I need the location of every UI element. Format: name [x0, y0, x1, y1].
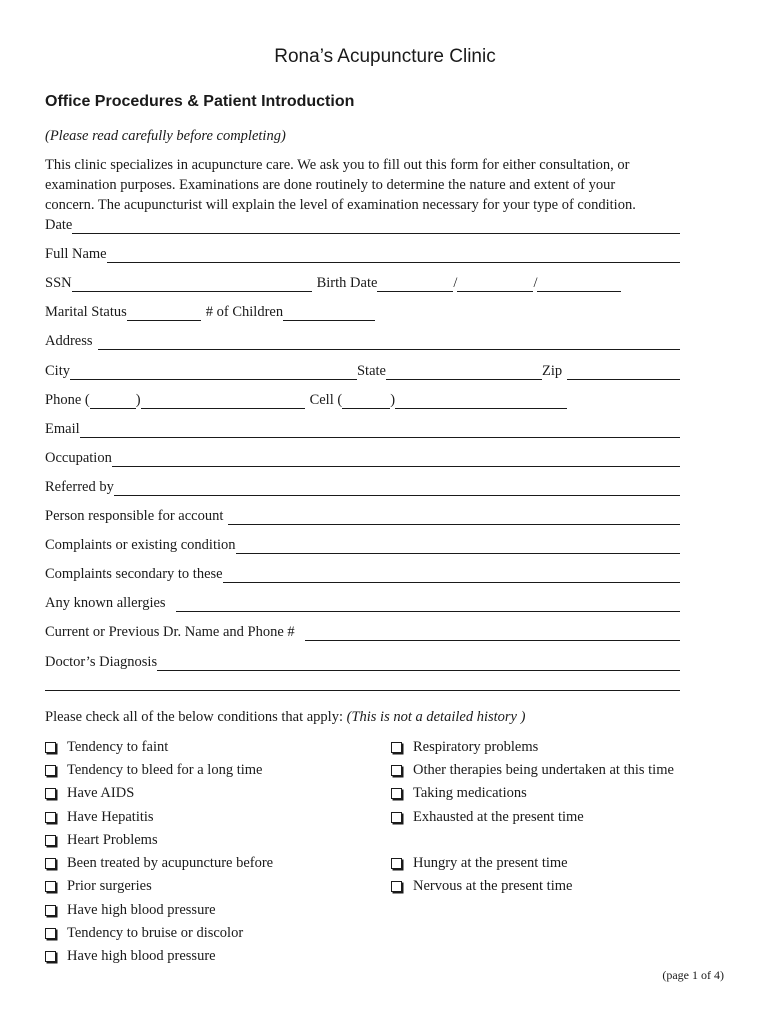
ssn-row [45, 272, 621, 292]
checkbox[interactable] [45, 742, 56, 753]
marital-status-field[interactable] [127, 303, 201, 321]
allergies-label: Any known allergies [45, 595, 166, 611]
condition-item[interactable] [391, 876, 572, 896]
checkbox[interactable] [45, 835, 56, 846]
full-name-label: Full Name [45, 246, 107, 262]
conditions-intro-note: (This is not a detailed history ) [346, 709, 526, 725]
cell-label: Cell ( [309, 392, 343, 408]
checkbox[interactable] [45, 928, 56, 939]
phone-row [45, 389, 567, 409]
condition-item[interactable] [391, 783, 527, 803]
intro-paragraph [45, 155, 695, 215]
checkbox[interactable] [45, 812, 56, 823]
phone-paren: ) [135, 392, 141, 408]
responsible-row [45, 505, 680, 525]
secondary-complaints-field[interactable] [223, 565, 680, 583]
checkbox[interactable] [45, 905, 56, 916]
phone-area-field[interactable] [90, 391, 136, 409]
checkbox[interactable] [45, 858, 56, 869]
address-row [45, 330, 680, 350]
diagnosis-label: Doctor’s Diagnosis [45, 654, 158, 670]
conditions-intro-text: Please check all of the below conditions that apply: [45, 709, 347, 725]
referred-by-label: Referred by [45, 479, 114, 495]
condition-item[interactable] [45, 783, 134, 803]
referred-by-field[interactable] [114, 478, 680, 496]
condition-item[interactable] [45, 807, 154, 827]
page-number: (page 1 of 4) [662, 968, 724, 982]
secondary-complaints-row [45, 563, 680, 583]
birth-date-label: Birth Date [316, 275, 378, 291]
condition-item[interactable] [45, 853, 273, 873]
condition-label: Taking medications [413, 784, 527, 801]
ssn-label: SSN [45, 275, 72, 291]
condition-label: Respiratory problems [413, 738, 539, 755]
children-label: # of Children [205, 304, 284, 320]
allergies-row [45, 592, 680, 612]
birth-year-field[interactable] [537, 274, 621, 292]
condition-label: Tendency to bleed for a long time [67, 761, 263, 778]
condition-item[interactable] [391, 853, 568, 873]
condition-label: Tendency to bruise or discolor [67, 924, 244, 941]
condition-item[interactable] [45, 923, 243, 943]
address-label: Address [45, 333, 93, 349]
condition-label: Have AIDS [67, 784, 135, 801]
full-name-field[interactable] [107, 245, 680, 263]
state-label: State [356, 363, 386, 379]
checkbox[interactable] [45, 765, 56, 776]
condition-label: Hungry at the present time [413, 854, 568, 871]
city-field[interactable] [70, 362, 357, 380]
clinic-title: Rona’s Acupuncture Clinic [274, 46, 496, 67]
cell-number-field[interactable] [395, 391, 567, 409]
condition-label: Prior surgeries [67, 877, 152, 894]
diagnosis-row [45, 651, 680, 671]
checkbox[interactable] [391, 812, 402, 823]
condition-item[interactable] [45, 946, 216, 966]
email-row [45, 418, 680, 438]
doctor-field[interactable] [305, 623, 680, 641]
phone-number-field[interactable] [141, 391, 305, 409]
date-slash: / [453, 275, 458, 291]
intro-line: examination purposes. Examinations are done routinely to determine the nature and extent of your [45, 177, 616, 193]
ssn-field[interactable] [72, 274, 312, 292]
condition-item[interactable] [391, 760, 674, 780]
doctor-row [45, 621, 680, 641]
condition-item[interactable] [45, 876, 152, 896]
checkbox[interactable] [391, 858, 402, 869]
email-label: Email [45, 421, 80, 437]
diagnosis-field-line-2[interactable] [45, 673, 680, 691]
cell-area-field[interactable] [342, 391, 390, 409]
complaints-label: Complaints or existing condition [45, 537, 236, 553]
checkbox[interactable] [45, 951, 56, 962]
occupation-field[interactable] [112, 449, 680, 467]
condition-item[interactable] [45, 900, 216, 920]
cell-paren: ) [390, 392, 396, 408]
birth-month-field[interactable] [377, 274, 453, 292]
condition-item[interactable] [391, 737, 538, 757]
city-row [45, 360, 680, 380]
address-field[interactable] [98, 332, 680, 350]
marital-row [45, 301, 375, 321]
marital-status-label: Marital Status [45, 304, 127, 320]
checkbox[interactable] [45, 881, 56, 892]
checkbox[interactable] [391, 765, 402, 776]
birth-day-field[interactable] [457, 274, 533, 292]
complaints-field[interactable] [236, 536, 680, 554]
full-name-row [45, 243, 680, 263]
occupation-label: Occupation [45, 450, 112, 466]
checkbox[interactable] [391, 881, 402, 892]
zip-label: Zip [541, 363, 563, 379]
condition-label: Tendency to faint [67, 738, 169, 755]
condition-label: Nervous at the present time [413, 877, 573, 894]
date-field[interactable] [72, 216, 680, 234]
checkbox[interactable] [45, 788, 56, 799]
diagnosis-field[interactable] [157, 653, 680, 671]
condition-item[interactable] [45, 830, 158, 850]
checkbox[interactable] [391, 742, 402, 753]
condition-item[interactable] [45, 760, 262, 780]
checkbox[interactable] [391, 788, 402, 799]
diagnosis-row-continued [45, 671, 680, 691]
condition-label: Other therapies being undertaken at this time [413, 761, 674, 778]
intro-line: This clinic specializes in acupuncture care. We ask you to fill out this form for either consultation, or [45, 157, 630, 173]
condition-label: Have high blood pressure [67, 947, 216, 964]
zip-field[interactable] [567, 362, 680, 380]
condition-label: Have Hepatitis [67, 808, 154, 825]
referred-row [45, 476, 680, 496]
city-label: City [45, 363, 70, 379]
condition-label: Heart Problems [67, 831, 158, 848]
condition-label: Exhausted at the present time [413, 808, 584, 825]
allergies-field[interactable] [176, 594, 680, 612]
email-field[interactable] [80, 420, 680, 438]
secondary-complaints-label: Complaints secondary to these [45, 566, 223, 582]
occupation-row [45, 447, 680, 467]
instruction-note: (Please read carefully before completing) [45, 128, 286, 144]
doctor-label: Current or Previous Dr. Name and Phone # [45, 624, 295, 640]
state-field[interactable] [386, 362, 542, 380]
conditions-intro [45, 709, 525, 726]
date-slash: / [533, 275, 538, 291]
form-subtitle: Office Procedures & Patient Introduction [45, 93, 355, 110]
condition-item[interactable] [391, 807, 584, 827]
children-field[interactable] [283, 303, 375, 321]
date-row [45, 214, 680, 234]
condition-item[interactable] [45, 737, 168, 757]
phone-label: Phone ( [45, 392, 90, 408]
condition-label: Been treated by acupuncture before [67, 854, 274, 871]
responsible-label: Person responsible for account [45, 508, 224, 524]
complaints-row [45, 534, 680, 554]
intro-line: concern. The acupuncturist will explain the level of examination necessary for your type of condition. [45, 197, 636, 213]
responsible-field[interactable] [228, 507, 680, 525]
date-label: Date [45, 217, 73, 233]
condition-label: Have high blood pressure [67, 901, 216, 918]
